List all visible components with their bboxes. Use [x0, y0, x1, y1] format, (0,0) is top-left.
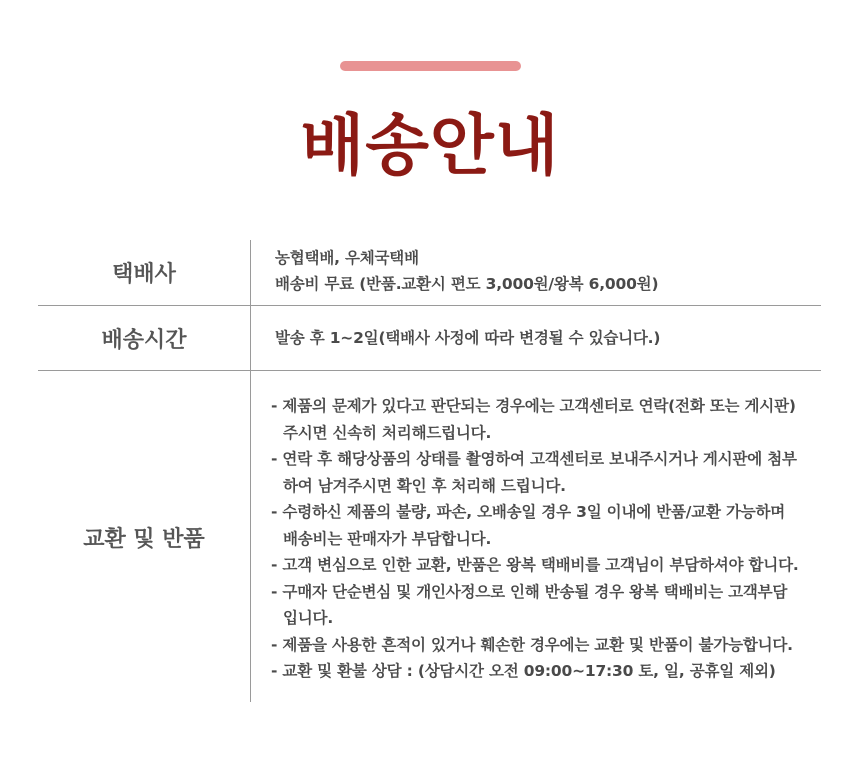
list-item: - 구매자 단순변심 및 개인사정으로 인해 반송될 경우 왕복 택배비는 고객부담 입니다.	[271, 582, 788, 627]
shipping-time-content: 발송 후 1~2일(택배사 사정에 따라 변경될 수 있습니다.)	[250, 306, 821, 370]
shipping-fee: 배송비 무료 (반품.교환시 편도 3,000원/왕복 6,000원)	[275, 275, 659, 293]
courier-label: 택배사	[112, 262, 176, 287]
exchange-return-label: 교환 및 반품	[83, 527, 205, 552]
list-item: - 교환 및 환불 상담 : (상담시간 오전 09:00~17:30 토, 일, 공휴일 제외)	[271, 662, 776, 680]
shipping-info-table	[38, 240, 821, 704]
list-item: - 수령하신 제품의 불량, 파손, 오배송일 경우 3일 이내에 반품/교환 가능하며 배송비는 판매자가 부담합니다.	[271, 503, 786, 548]
exchange-return-content	[250, 371, 821, 702]
exchange-notes-list	[271, 393, 821, 685]
courier-content	[250, 240, 821, 305]
accent-bar	[340, 61, 521, 71]
shipping-time-label: 배송시간	[101, 327, 187, 353]
exchange-return-row	[38, 371, 821, 704]
page-title: 배송안내	[300, 107, 560, 184]
courier-names: 농협택배, 우체국택배	[275, 249, 419, 267]
list-item: - 제품의 문제가 있다고 판단되는 경우에는 고객센터로 연락(전화 또는 게시판) 주시면 신속히 처리해드립니다.	[271, 397, 796, 442]
courier-row	[38, 240, 821, 306]
shipping-time-row	[38, 306, 821, 371]
list-item: - 연락 후 해당상품의 상태를 촬영하여 고객센터로 보내주시거나 게시판에 첨부 하여 남겨주시면 확인 후 처리해 드립니다.	[271, 450, 797, 495]
list-item: - 고객 변심으로 인한 교환, 반품은 왕복 택배비를 고객님이 부담하셔야 합니다.	[271, 556, 799, 574]
list-item: - 제품을 사용한 흔적이 있거나 훼손한 경우에는 교환 및 반품이 불가능합니다.	[271, 635, 793, 654]
